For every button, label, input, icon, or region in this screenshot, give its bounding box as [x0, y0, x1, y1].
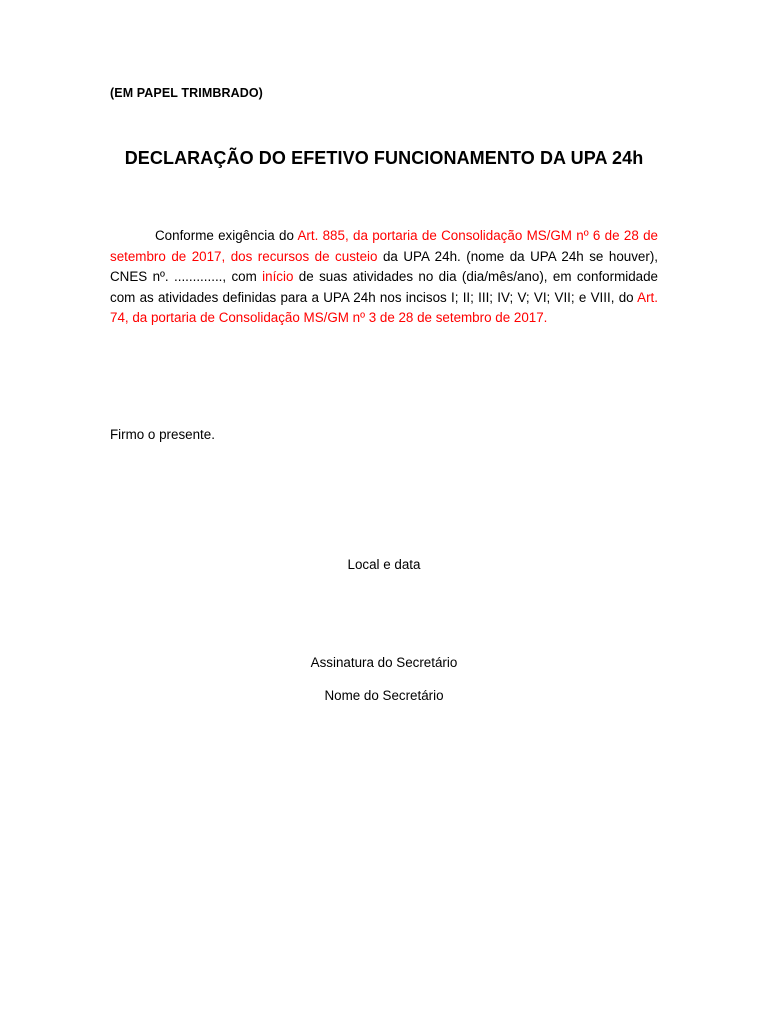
secretary-name-label: Nome do Secretário: [324, 688, 444, 703]
document-title: DECLARAÇÃO DO EFETIVO FUNCIONAMENTO DA UPA 24h: [124, 148, 644, 168]
highlighted-word-inicio: início: [262, 269, 294, 285]
paragraph-text-1: Conforme exigência do: [155, 228, 298, 243]
signature-label: Assinatura do Secretário: [310, 655, 458, 670]
legal-reference-art-885: Art. 885, da portaria de Consolidação MS/GM nº 6 de 28 de setembro de 2017, dos recursos de custeio: [110, 228, 658, 264]
declaration-paragraph: [110, 226, 658, 329]
paragraph-text-3: de suas atividades no dia (dia/mês/ano), em conformidade com as atividades definidas para a UPA 24h nos incisos I; II; III; IV; V; VI; VII; e VIII, do: [110, 269, 658, 305]
closing-statement: Firmo o presente.: [110, 427, 215, 442]
legal-reference-art-74: Art. 74, da portaria de Consolidação MS/GM nº 3 de 28 de setembro de 2017.: [110, 289, 658, 326]
letterhead-note: (EM PAPEL TRIMBRADO): [110, 86, 263, 100]
local-and-date: Local e data: [347, 557, 421, 572]
paragraph-text-2: da UPA 24h. (nome da UPA 24h se houver), CNES nº. ............., com: [110, 248, 658, 285]
